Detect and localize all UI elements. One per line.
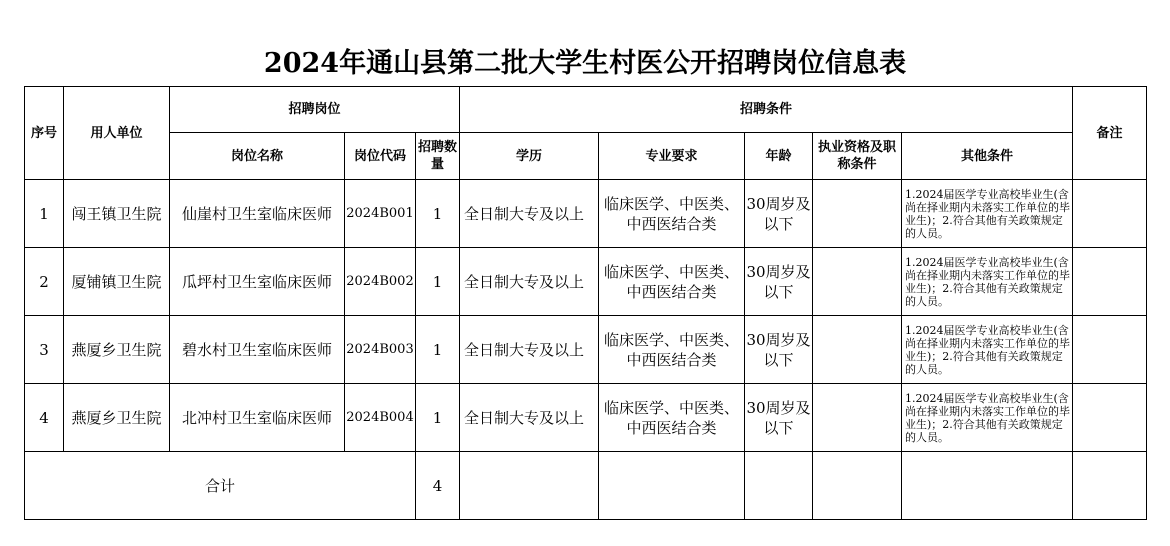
cell-seq: 3 — [25, 316, 64, 384]
table-row — [25, 248, 1147, 316]
cell-quota: 1 — [416, 248, 460, 316]
header-position-group: 招聘岗位 — [170, 87, 460, 133]
cell-age: 30周岁及以下 — [745, 248, 813, 316]
cell-quota: 1 — [416, 384, 460, 452]
cell-major: 临床医学、中医类、中西医结合类 — [599, 384, 745, 452]
cell-quota: 1 — [416, 316, 460, 384]
cell-education: 全日制大专及以上 — [460, 180, 599, 248]
total-row — [25, 452, 1147, 520]
cell-position-name: 仙崖村卫生室临床医师 — [170, 180, 345, 248]
cell-qualification — [813, 316, 902, 384]
cell-age: 30周岁及以下 — [745, 180, 813, 248]
header-remark: 备注 — [1073, 87, 1147, 180]
cell-position-name: 北冲村卫生室临床医师 — [170, 384, 345, 452]
cell-remark — [1073, 180, 1147, 248]
total-empty-qualification — [813, 452, 902, 520]
cell-other: 1.2024届医学专业高校毕业生(含尚在择业期内未落实工作单位的毕业生)；2.符合其他有关政策规定的人员。 — [902, 316, 1073, 384]
header-other: 其他条件 — [902, 133, 1073, 180]
total-empty-other — [902, 452, 1073, 520]
cell-other: 1.2024届医学专业高校毕业生(含尚在择业期内未落实工作单位的毕业生)；2.符合其他有关政策规定的人员。 — [902, 384, 1073, 452]
cell-employer: 燕厦乡卫生院 — [64, 316, 170, 384]
table-row — [25, 180, 1147, 248]
cell-major: 临床医学、中医类、中西医结合类 — [599, 248, 745, 316]
cell-remark — [1073, 384, 1147, 452]
cell-remark — [1073, 248, 1147, 316]
cell-position-code: 2024B004 — [345, 384, 416, 452]
table-row — [25, 316, 1147, 384]
total-empty-major — [599, 452, 745, 520]
cell-employer: 厦铺镇卫生院 — [64, 248, 170, 316]
cell-employer: 燕厦乡卫生院 — [64, 384, 170, 452]
header-education: 学历 — [460, 133, 599, 180]
cell-qualification — [813, 384, 902, 452]
total-empty-remark — [1073, 452, 1147, 520]
cell-other: 1.2024届医学专业高校毕业生(含尚在择业期内未落实工作单位的毕业生)；2.符合其他有关政策规定的人员。 — [902, 248, 1073, 316]
table-row — [25, 384, 1147, 452]
total-quota: 4 — [416, 452, 460, 520]
cell-seq: 4 — [25, 384, 64, 452]
total-empty-age — [745, 452, 813, 520]
cell-education: 全日制大专及以上 — [460, 248, 599, 316]
cell-education: 全日制大专及以上 — [460, 384, 599, 452]
cell-position-name: 瓜坪村卫生室临床医师 — [170, 248, 345, 316]
header-qualification: 执业资格及职称条件 — [813, 133, 902, 180]
header-age: 年龄 — [745, 133, 813, 180]
header-position-name: 岗位名称 — [170, 133, 345, 180]
cell-qualification — [813, 248, 902, 316]
cell-major: 临床医学、中医类、中西医结合类 — [599, 316, 745, 384]
cell-qualification — [813, 180, 902, 248]
header-employer: 用人单位 — [64, 87, 170, 180]
header-seq: 序号 — [25, 87, 64, 180]
cell-quota: 1 — [416, 180, 460, 248]
total-label: 合计 — [25, 452, 416, 520]
cell-major: 临床医学、中医类、中西医结合类 — [599, 180, 745, 248]
cell-other: 1.2024届医学专业高校毕业生(含尚在择业期内未落实工作单位的毕业生)；2.符合其他有关政策规定的人员。 — [902, 180, 1073, 248]
cell-seq: 2 — [25, 248, 64, 316]
header-conditions-group: 招聘条件 — [460, 87, 1073, 133]
cell-age: 30周岁及以下 — [745, 384, 813, 452]
cell-position-code: 2024B003 — [345, 316, 416, 384]
cell-remark — [1073, 316, 1147, 384]
recruitment-table — [24, 86, 1147, 520]
cell-employer: 闯王镇卫生院 — [64, 180, 170, 248]
cell-position-code: 2024B001 — [345, 180, 416, 248]
cell-seq: 1 — [25, 180, 64, 248]
cell-education: 全日制大专及以上 — [460, 316, 599, 384]
header-quota: 招聘数量 — [416, 133, 460, 180]
header-position-code: 岗位代码 — [345, 133, 416, 180]
total-empty-education — [460, 452, 599, 520]
cell-position-name: 碧水村卫生室临床医师 — [170, 316, 345, 384]
header-major: 专业要求 — [599, 133, 745, 180]
cell-age: 30周岁及以下 — [745, 316, 813, 384]
page-title: 2024年通山县第二批大学生村医公开招聘岗位信息表 — [263, 48, 907, 79]
cell-position-code: 2024B002 — [345, 248, 416, 316]
